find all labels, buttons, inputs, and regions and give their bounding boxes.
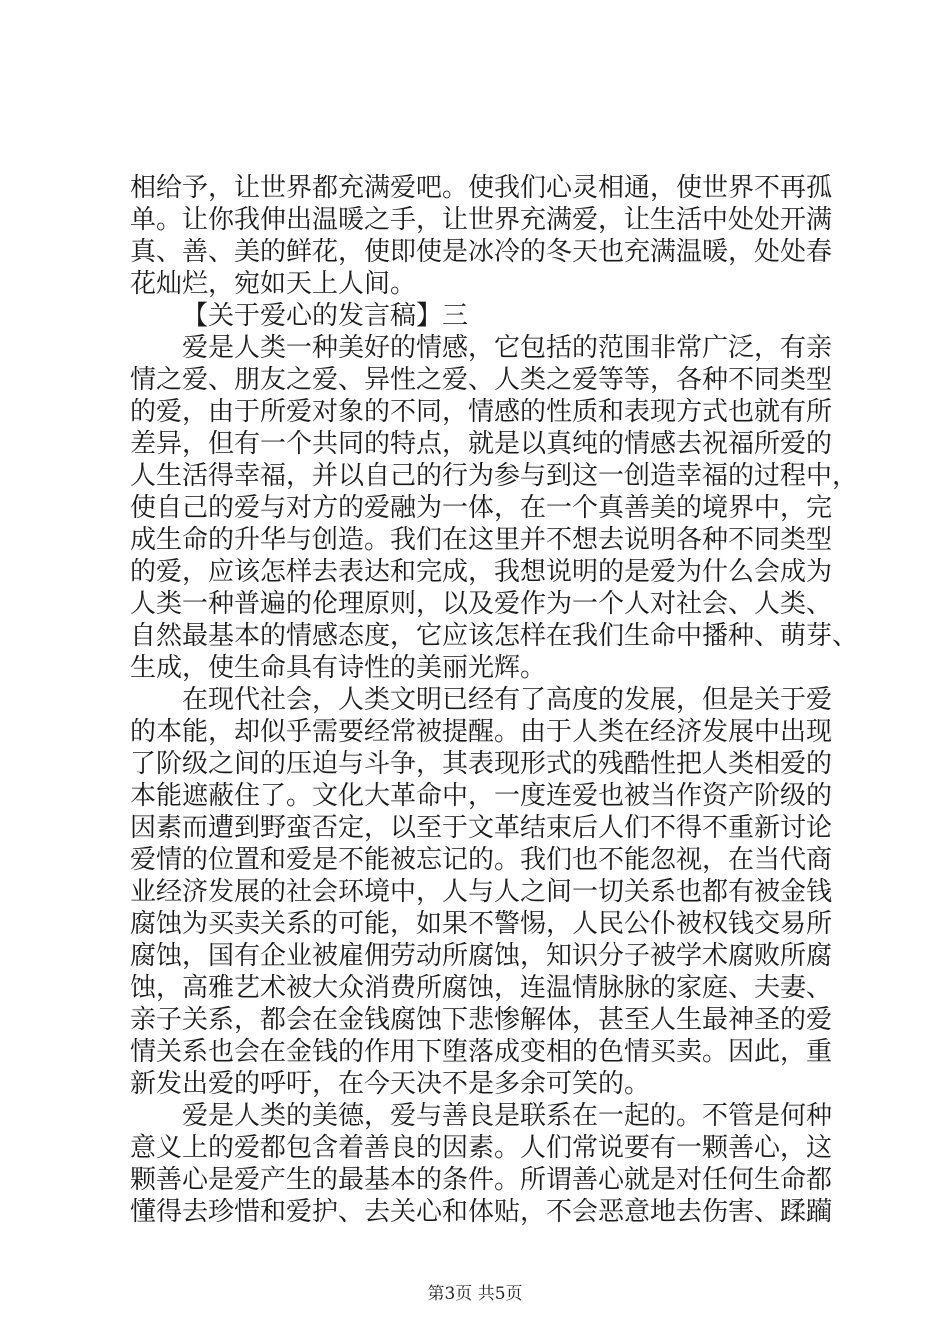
text-line: 情之爱、朋友之爱、异性之爱、人类之爱等等，各种不同类型: [130, 365, 833, 395]
text-line: 腐蚀为买卖关系的可能，如果不警惕，人民公仆被权钱交易所: [130, 909, 833, 939]
text-line: 差异，但有一个共同的特点，就是以真纯的情感去祝福所爱的: [130, 429, 833, 459]
text-line: 意义上的爱都包含着善良的因素。人们常说要有一颗善心，这: [130, 1133, 833, 1163]
text-line: 人类一种普遍的伦理原则，以及爱作为一个人对社会、人类、: [130, 589, 833, 619]
body-text: [130, 172, 859, 1228]
text-line: 的爱，由于所爱对象的不同，情感的性质和表现方式也就有所: [130, 397, 833, 427]
page-footer: 第3页 共5页: [427, 1284, 523, 1304]
text-line: 使自己的爱与对方的爱融为一体，在一个真善美的境界中，完: [130, 493, 833, 523]
text-line: 业经济发展的社会环境中，人与人之间一切关系也都有被金钱: [130, 877, 833, 907]
text-line: 人生活得幸福，并以自己的行为参与到这一创造幸福的过程中，: [130, 461, 859, 491]
text-line: 生成，使生命具有诗性的美丽光辉。: [130, 653, 547, 683]
text-line: 真、善、美的鲜花，使即使是冰冷的冬天也充满温暖，处处春: [130, 237, 833, 267]
text-line: 腐蚀，国有企业被雇佣劳动所腐蚀，知识分子被学术腐败所腐: [130, 941, 833, 971]
text-line: 爱是人类的美德，爱与善良是联系在一起的。不管是何种: [182, 1101, 833, 1131]
text-line: 的爱，应该怎样去表达和完成，我想说明的是爱为什么会成为: [130, 557, 833, 587]
text-line: 爱是人类一种美好的情感，它包括的范围非常广泛，有亲: [182, 333, 833, 363]
text-line: 的本能，却似乎需要经常被提醒。由于人类在经济发展中出现: [130, 717, 833, 747]
text-line: 自然最基本的情感态度，它应该怎样在我们生命中播种、萌芽、: [130, 621, 859, 651]
text-line: 相给予，让世界都充满爱吧。使我们心灵相通，使世界不再孤: [130, 173, 833, 203]
text-line: 新发出爱的呼吁，在今天决不是多余可笑的。: [130, 1069, 651, 1099]
text-line: 【关于爱心的发言稿】三: [182, 301, 469, 331]
text-line: 单。让你我伸出温暖之手，让世界充满爱，让生活中处处开满: [130, 205, 833, 235]
text-line: 懂得去珍惜和爱护、去关心和体贴，不会恶意地去伤害、蹂躏: [130, 1197, 833, 1227]
text-line: 情关系也会在金钱的作用下堕落成变相的色情买卖。因此，重: [130, 1037, 833, 1067]
text-line: 颗善心是爱产生的最基本的条件。所谓善心就是对任何生命都: [130, 1165, 833, 1195]
text-line: 本能遮蔽住了。文化大革命中，一度连爱也被当作资产阶级的: [130, 781, 833, 811]
text-line: 成生命的升华与创造。我们在这里并不想去说明各种不同类型: [130, 525, 833, 555]
text-line: 爱情的位置和爱是不能被忘记的。我们也不能忽视，在当代商: [130, 845, 833, 875]
text-line: 因素而遭到野蛮否定，以至于文革结束后人们不得不重新讨论: [130, 813, 833, 843]
text-line: 花灿烂，宛如天上人间。: [130, 269, 417, 299]
text-line: 蚀，高雅艺术被大众消费所腐蚀，连温情脉脉的家庭、夫妻、: [130, 973, 833, 1003]
text-line: 了阶级之间的压迫与斗争，其表现形式的残酷性把人类相爱的: [130, 749, 833, 779]
text-line: 在现代社会，人类文明已经有了高度的发展，但是关于爱: [182, 685, 833, 715]
text-line: 亲子关系，都会在金钱腐蚀下悲惨解体，甚至人生最神圣的爱: [130, 1005, 833, 1035]
